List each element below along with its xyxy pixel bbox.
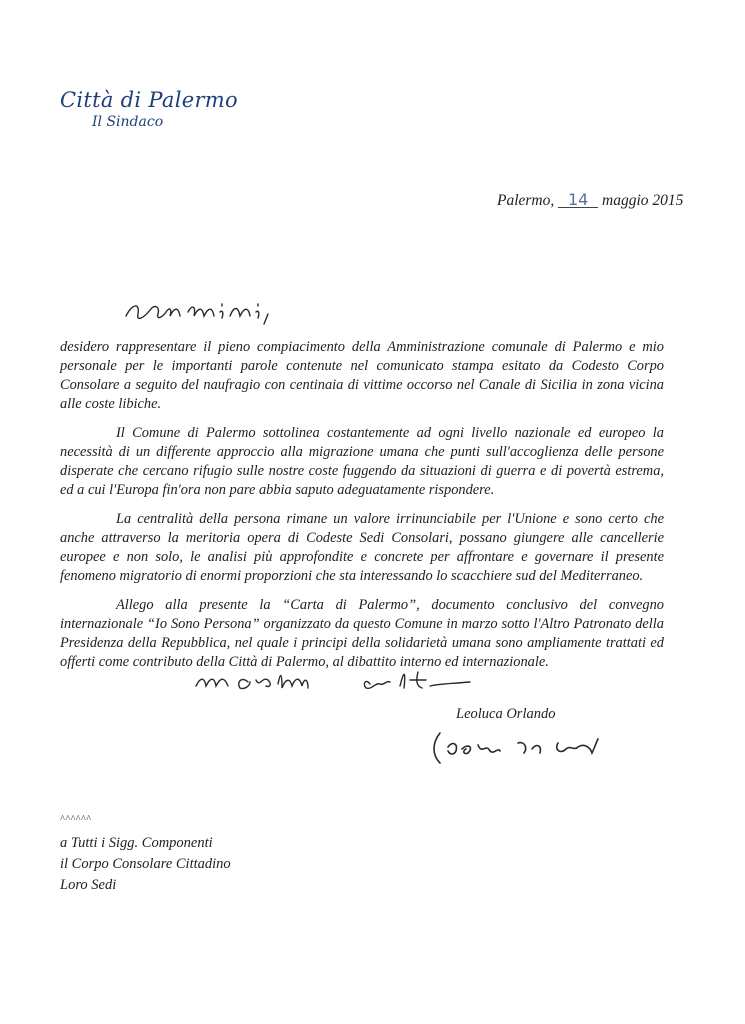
letter-body <box>60 338 664 682</box>
handwritten-signature <box>428 725 608 769</box>
closing-handwriting <box>190 660 490 696</box>
letterhead <box>60 88 238 130</box>
addressee-line: Loro Sedi <box>60 877 117 893</box>
signatory-name: Leoluca Orlando <box>456 706 556 722</box>
signature-block <box>428 706 608 774</box>
addressee-block <box>60 813 231 896</box>
separator-mark: ^^^^^^ <box>60 814 92 825</box>
date-place: Palermo, <box>497 192 555 209</box>
paragraph: Il Comune di Palermo sottolinea costantemente ad ogni livello nazionale ed europeo la necessità di un differente approccio alla migrazione umana che punti sull'accoglienza delle persone disperate che cercano rifugio sulle nostre coste fuggendo da situazioni di guerra e di povertà estrema, ed a cui l'Europa fin'ora non pare abbia saputo adeguatamente rispondere. <box>60 425 664 498</box>
salutation-handwriting <box>122 290 282 330</box>
letterhead-city: Città di Palermo <box>60 88 238 112</box>
paragraph: desidero rappresentare il pieno compiacimento della Amministrazione comunale di Palermo e mio personale per le importanti parole contenute nel comunicato stampa esitato da Codesto Corpo Consolare a seguito del naufragio con centinaia di vittime occorso nel Canale di Sicilia in zona vicina alle coste libiche. <box>60 339 664 412</box>
date-day-handwritten: 14 <box>558 192 598 208</box>
dateline <box>497 192 683 210</box>
letterhead-title: Il Sindaco <box>92 114 164 130</box>
addressee-line: a Tutti i Sigg. Componenti <box>60 835 213 851</box>
date-month-year: maggio 2015 <box>602 192 684 209</box>
paragraph: Allego alla presente la “Carta di Palermo”, documento conclusivo del convegno internazionale “Io Sono Persona” organizzato da questo Comune in marzo sotto l'Altro Patronato della Presidenza della Repubblica, nel quale i principi della solidarietà umana sono ampliamente trattati ed offerti come contributo della Città di Palermo, al dibattito interno ed internazionale. <box>60 597 664 670</box>
paragraph: La centralità della persona rimane un valore irrinunciabile per l'Unione e sono certo che anche attraverso la meritoria opera di Codeste Sedi Consolari, possano giungere alle cancellerie europee e non solo, le analisi più approfondite e concrete per affrontare e governare il presente fenomeno migratorio di enormi proporzioni che sta interessando lo scacchiere sud del Mediterraneo. <box>60 511 664 584</box>
addressee-line: il Corpo Consolare Cittadino <box>60 856 231 872</box>
